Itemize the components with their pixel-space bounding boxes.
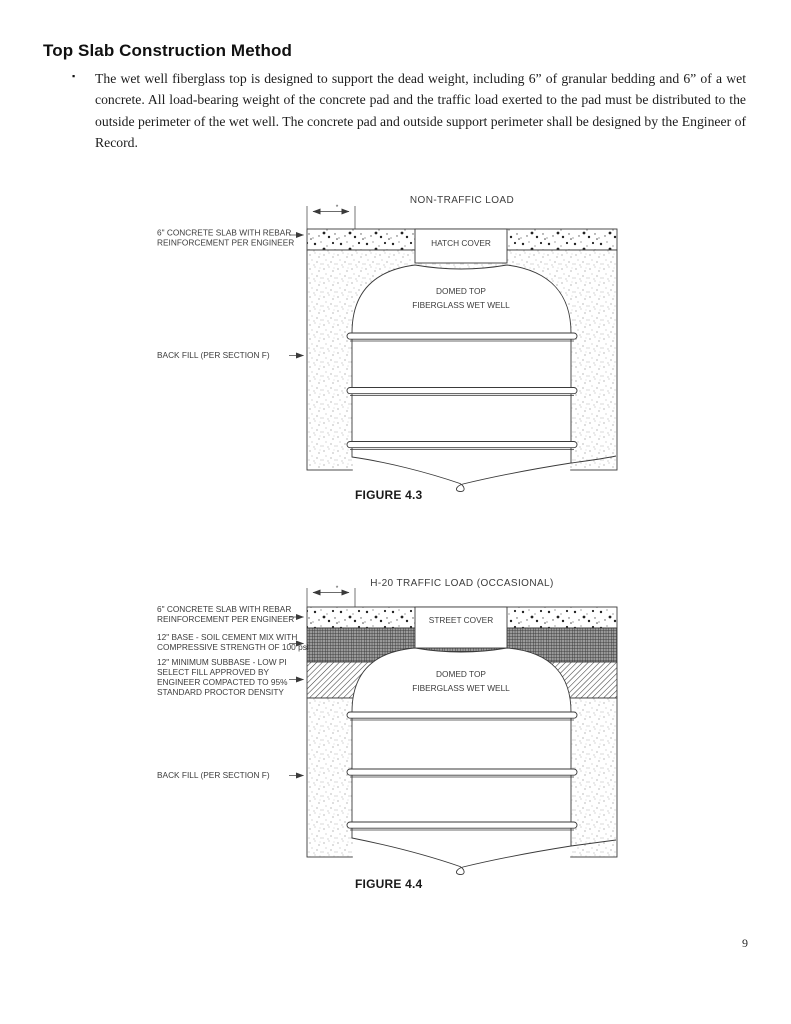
svg-text:BACK FILL (PER SECTION F): BACK FILL (PER SECTION F)	[157, 350, 270, 360]
wet-well-tank	[352, 648, 571, 875]
backfill-callout	[157, 770, 304, 780]
svg-text:COMPRESSIVE STRENGTH OF 100 ps: COMPRESSIVE STRENGTH OF 100 psi	[157, 642, 309, 652]
dimension-label: *	[335, 204, 339, 211]
svg-text:REINFORCEMENT PER ENGINEER: REINFORCEMENT PER ENGINEER	[157, 237, 295, 248]
page-number: 9	[742, 936, 748, 950]
dimension-marker	[307, 204, 355, 229]
subbase-callout	[157, 657, 304, 697]
bullet-icon: ▪	[72, 71, 76, 81]
figure-4-3-title: NON-TRAFFIC LOAD	[409, 195, 515, 206]
svg-text:6" CONCRETE SLAB WITH REBAR: 6" CONCRETE SLAB WITH REBAR	[157, 227, 292, 238]
figure-4-4-diagram	[150, 570, 640, 900]
svg-text:6" CONCRETE SLAB WITH REBAR: 6" CONCRETE SLAB WITH REBAR	[157, 604, 292, 614]
svg-text:ENGINEER COMPACTED TO 95%: ENGINEER COMPACTED TO 95%	[157, 677, 288, 687]
svg-text:12" BASE - SOIL CEMENT MIX WIT: 12" BASE - SOIL CEMENT MIX WITH	[157, 632, 298, 642]
slab-callout	[157, 228, 304, 248]
svg-text:12" MINIMUM SUBBASE - LOW PI: 12" MINIMUM SUBBASE - LOW PI	[157, 657, 287, 667]
dome-label-line2: FIBERGLASS WET WELL	[412, 300, 510, 310]
backfill-callout	[157, 350, 304, 360]
slab-callout	[157, 604, 304, 624]
hatch-cover-label: HATCH COVER	[431, 238, 491, 248]
body-paragraph: The wet well fiberglass top is designed to support the dead weight, including 6” of granular bedding and 6” of a wet concrete. All load-bearing weight of the concrete pad and the traffic load exerted to the pad must be distributed to the outside perimeter of the wet well. The concrete pad and outside support perimeter shall be designed by the Engineer of Record.	[95, 71, 746, 151]
dimension-marker	[307, 585, 355, 607]
figure-4-3-diagram	[150, 185, 640, 515]
figure-4-3-caption: FIGURE 4.3	[355, 488, 423, 502]
street-cover-label: STREET COVER	[428, 615, 494, 625]
figure-4-4-caption: FIGURE 4.4	[355, 877, 423, 891]
dome-label-line1: DOMED TOP	[436, 669, 486, 679]
dome-label-line2: FIBERGLASS WET WELL	[412, 683, 510, 693]
street-cover-box	[415, 607, 507, 648]
page-title: Top Slab Construction Method	[43, 41, 292, 60]
svg-text:SELECT FILL APPROVED BY: SELECT FILL APPROVED BY	[157, 667, 270, 677]
svg-text:REINFORCEMENT PER ENGINEER: REINFORCEMENT PER ENGINEER	[157, 614, 295, 624]
svg-text:BACK FILL (PER SECTION F): BACK FILL (PER SECTION F)	[157, 770, 270, 780]
figure-4-4-title: H-20 TRAFFIC LOAD (OCCASIONAL)	[370, 578, 554, 589]
svg-text:STANDARD PROCTOR DENSITY: STANDARD PROCTOR DENSITY	[157, 687, 284, 697]
wet-well-tank	[352, 265, 571, 492]
dimension-label: *	[335, 585, 339, 592]
base-callout	[157, 632, 309, 652]
dome-label-line1: DOMED TOP	[436, 286, 486, 296]
